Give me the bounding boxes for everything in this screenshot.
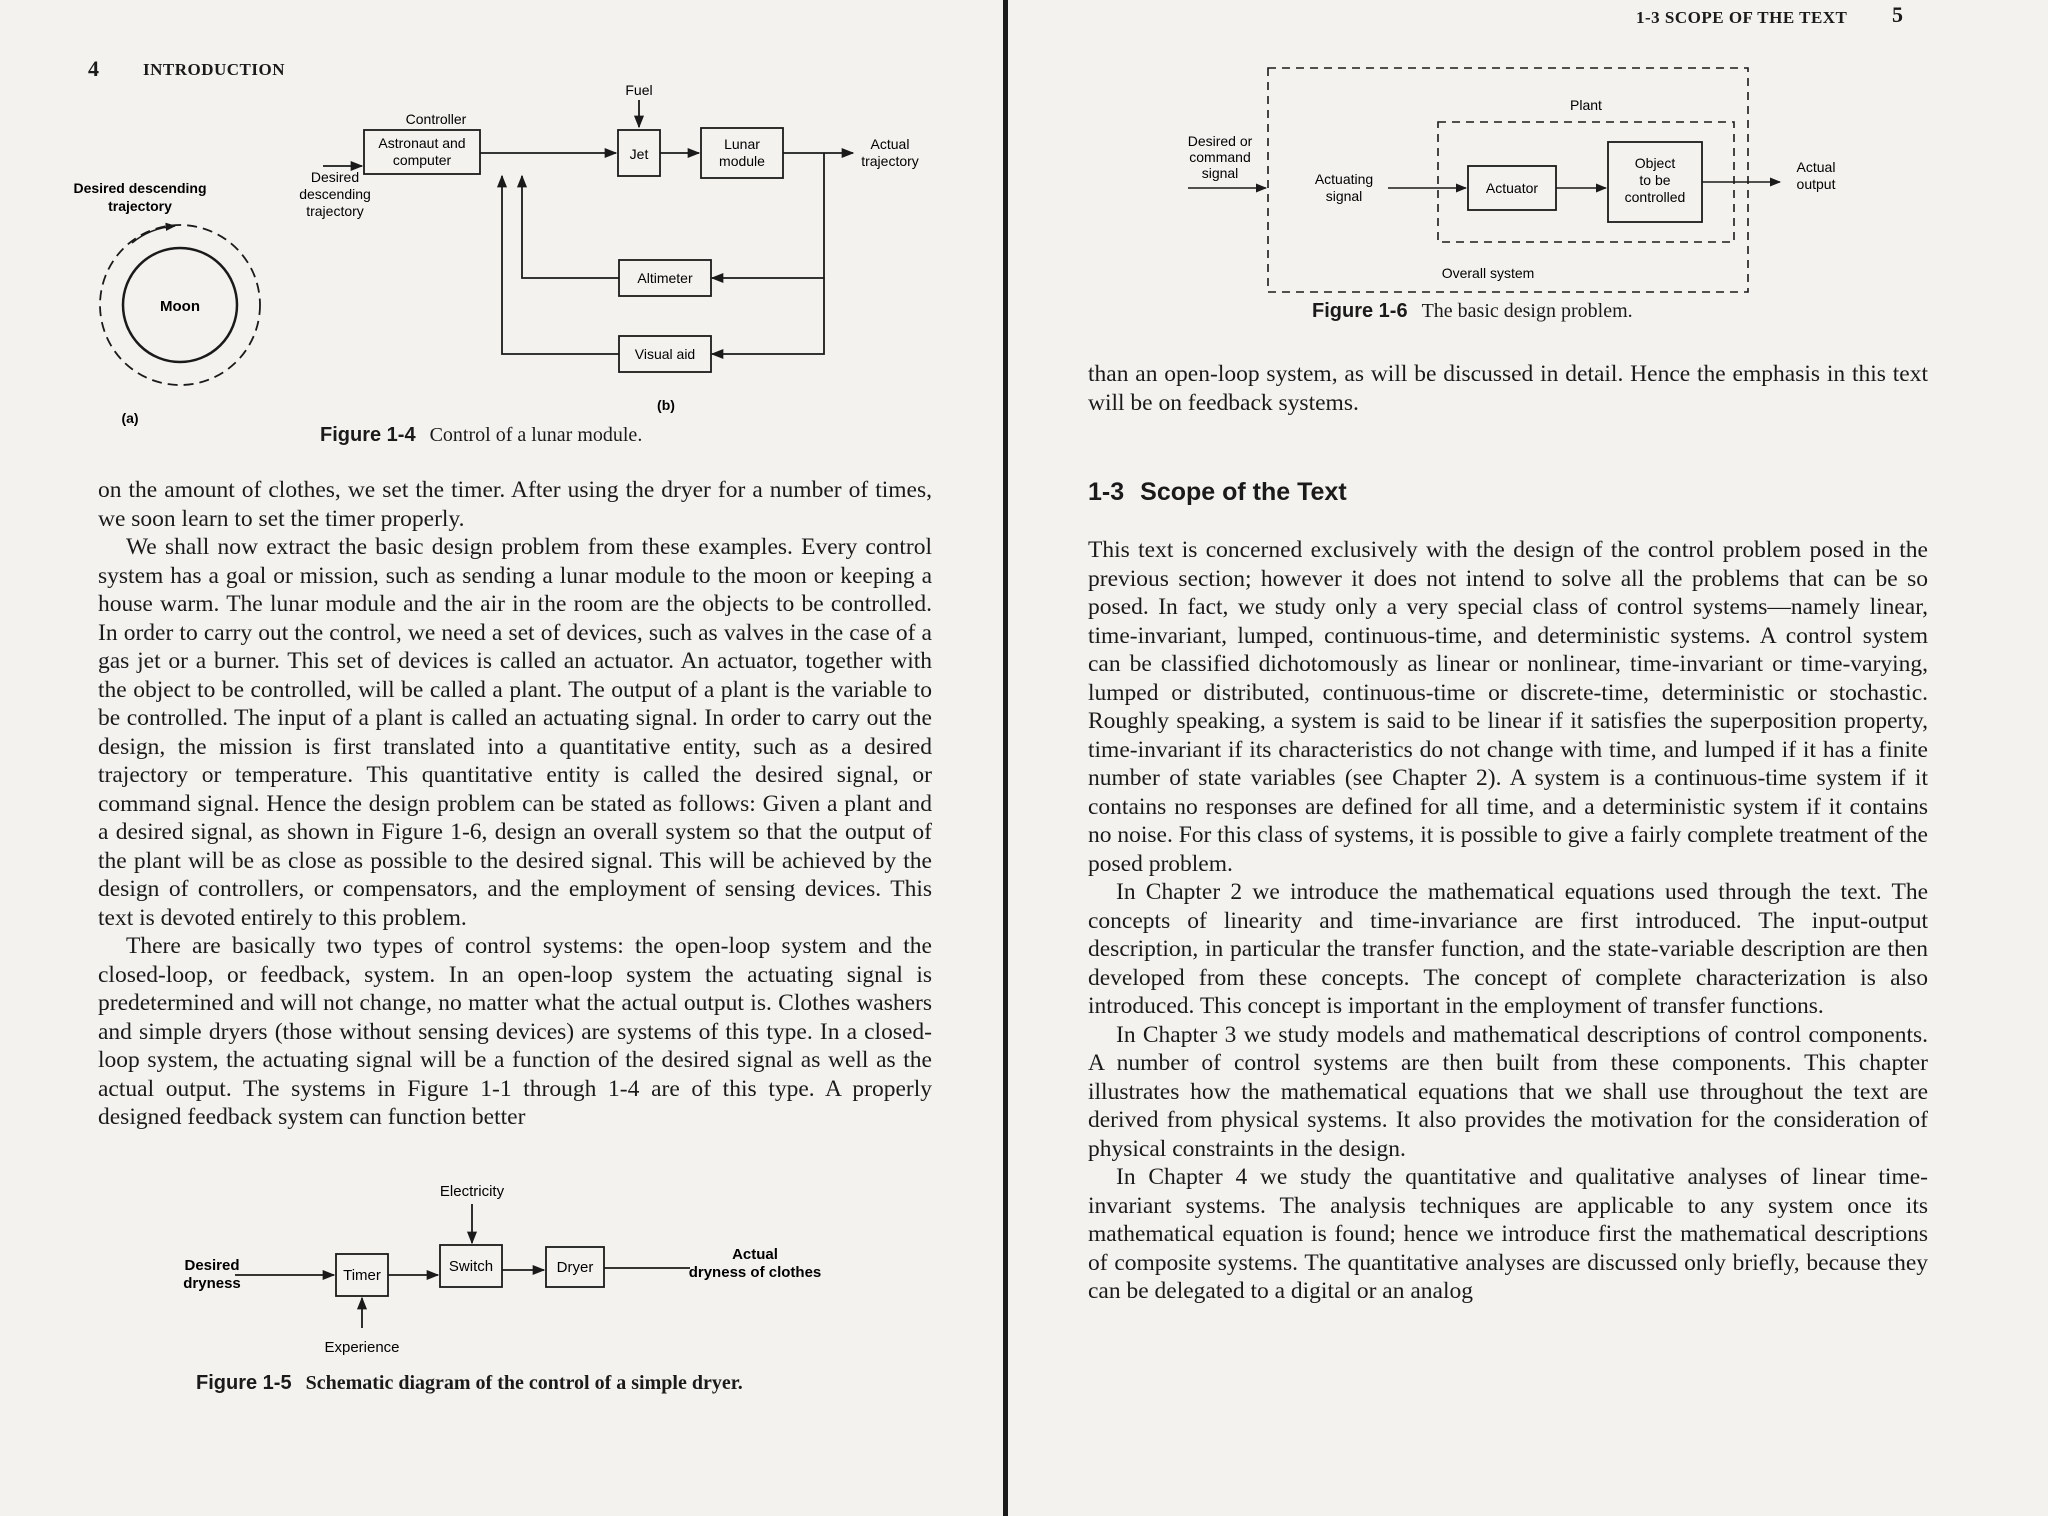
right-page [1008,0,2048,1516]
caption-label: Figure 1-4 [320,424,416,446]
altimeter-text: Altimeter [637,270,693,286]
plant-boundary [1438,122,1734,242]
input-label-line2: descending [299,186,371,202]
dryer-text: Dryer [556,1259,594,1276]
figure-1-5-caption [196,1372,743,1395]
paragraph: on the amount of clothes, we set the timer. After using the dryer for a number of times, we soon learn to set the timer properly. [98,477,932,532]
page-number: 5 [1892,2,1903,27]
paragraph: than an open-loop system, as will be discussed in detail. Hence the emphasis in this text will be on feedback systems. [1088,361,1928,416]
visual-aid-text: Visual aid [634,346,696,362]
figure-1-6-caption [1312,300,1633,323]
switch-text: Switch [448,1258,494,1275]
experience-label: Experience [324,1339,400,1356]
desired-trajectory-label-line2: trajectory [108,198,172,214]
actual-output-line2: output [1796,176,1836,192]
controller-text-line2: computer [392,152,452,168]
figure-1-4 [73,78,980,426]
controller-label: Controller [405,111,467,127]
electricity-label: Electricity [439,1183,505,1200]
object-text-line1: Object [1634,155,1676,171]
fuel-label: Fuel [625,82,653,98]
left-body-text [98,476,932,1132]
caption-text: Control of a lunar module. [429,424,643,446]
desired-label-line2: command [1189,149,1251,165]
input-label-line3: trajectory [306,203,364,219]
sublabel-b: (b) [657,397,675,413]
actuating-label-line2: signal [1325,188,1363,204]
running-head: INTRODUCTION [143,60,286,79]
sublabel-a: (a) [121,410,139,426]
caption-text: Schematic diagram of the control of a simple dryer. [305,1372,743,1394]
paragraph: This text is concerned exclusively with the design of the control problem posed in the previous section; however it does not intend to solve all the problems that can be so posed. In fact, we study only a very special class of control systems—namely linear, time-invariant, lumped, continuous-time, and deterministic systems. A control system can be classified dichotomously as linear or nonlinear, time-invariant or time-varying, lumped or distributed, continuous-time or discrete-time, deterministic or stochastic. Roughly speaking, a system is said to be linear if it satisfies the superposition property, time-invariant if its characteristics do not change with time, and lumped if it has a finite number of state variables (see Chapter 2). A system is a continuous-time system if it contains no responses are defined for all time, and a deterministic system if it contains no noise. For this class of systems, it is possible to give a fairly complete treatment of the posed problem. [1088,537,1928,877]
jet-text: Jet [629,146,649,162]
lunar-module-text-line2: module [719,153,765,169]
output-label-line2: trajectory [861,153,919,169]
figure-1-4-caption [320,424,642,447]
input-label-line1: Desired [310,169,360,185]
object-text-line3: controlled [1624,189,1686,205]
page-number: 4 [88,56,99,81]
desired-label-line3: signal [1201,165,1239,181]
controller-text-line1: Astronaut and [378,135,466,151]
intro-paragraph [1088,360,1928,417]
orbit-arrow [132,226,175,243]
moon-label: Moon [160,298,200,315]
object-text-line2: to be [1639,172,1671,188]
right-body-text [1088,536,1928,1306]
figure-1-6 [1148,60,1928,310]
figure-1-5 [183,1180,890,1360]
lunar-module-text-line1: Lunar [724,136,760,152]
section-number: 1-3 [1088,478,1125,506]
running-head: 1-3 SCOPE OF THE TEXT [1636,8,1848,27]
paragraph: In Chapter 3 we study models and mathematical descriptions of control components. A number of control systems are then built from these components. This chapter illustrates how the mathematical equations that we shall use throughout the text are derived from physical systems. It also provides the motivation for the consideration of physical constraints in the design. [1088,1021,1928,1162]
caption-text: The basic design problem. [1421,300,1633,322]
actual-output-line1: Actual [1796,159,1836,175]
actuator-text: Actuator [1485,180,1539,196]
desired-trajectory-label-line1: Desired descending [73,180,207,196]
paragraph: In Chapter 4 we study the quantitative and qualitative analyses of linear time-invariant systems. The analysis techniques are applicable to any system once its mathematical equation is found; hence we introduce first the mathematical descriptions of composite systems. The quantitative analyses are discussed only briefly, because they can be delegated to a digital or an analog [1088,1164,1928,1304]
paragraph: We shall now extract the basic design problem from these examples. Every control system has a goal or mission, such as sending a lunar module to the moon or keeping a house warm. The lunar module and the air in the room are the objects to be controlled. In order to carry out the control, we need a set of devices, such as valves in the case of a gas jet or a burner. This set of devices is called an actuator. An actuator, together with the object to be controlled, will be called a plant. The output of a plant is the variable to be controlled. The input of a plant is called an actuating signal. In order to carry out the design, the mission is first translated into a quantitative entity, such as a desired trajectory or temperature. This quantitative entity is called the desired signal, or command signal. Hence the design problem can be stated as follows: Given a plant and a desired signal, as shown in Figure 1-6, design an overall system so that the output of the plant will be as close as possible to the desired signal. This will be achieved by the design of controllers, or compensators, and the employment of sensing devices. This text is devoted entirely to this problem. [98,534,932,931]
paragraph: In Chapter 2 we introduce the mathematical equations used through the text. The concepts of linearity and time-invariance are first introduced. The input-output description, in particular the transfer function, and the state-variable description are then developed from these concepts. The concept of complete characterization is also introduced. This concept is important in the employment of transfer functions. [1088,879,1928,1019]
caption-label: Figure 1-5 [196,1372,292,1394]
paragraph: There are basically two types of control systems: the open-loop system and the closed-loop, or feedback, system. In an open-loop system the actuating signal is predetermined and will not change, no matter what the actual output is. Clothes washers and simple dryers (those without sensing devices) are systems of this type. In a closed-loop system, the actuating signal will be a function of the desired signal as well as the actual output. The systems in Figure 1-1 through 1-4 are of this type. A properly designed feedback system can function better [98,933,932,1130]
plant-label: Plant [1570,97,1602,113]
timer-text: Timer [343,1267,381,1284]
desired-dryness-line1: Desired [184,1257,240,1274]
actual-dryness-line2: dryness of clothes [688,1264,822,1281]
section-heading [1088,478,1347,507]
left-page [0,0,1003,1516]
desired-dryness-line2: dryness [183,1275,241,1292]
actual-dryness-line1: Actual [732,1246,778,1263]
desired-label-line1: Desired or [1187,133,1253,149]
output-label-line1: Actual [870,136,910,152]
overall-system-label: Overall system [1441,265,1535,281]
caption-label: Figure 1-6 [1312,300,1408,322]
section-title: Scope of the Text [1140,478,1347,506]
actuating-label-line1: Actuating [1314,171,1374,187]
